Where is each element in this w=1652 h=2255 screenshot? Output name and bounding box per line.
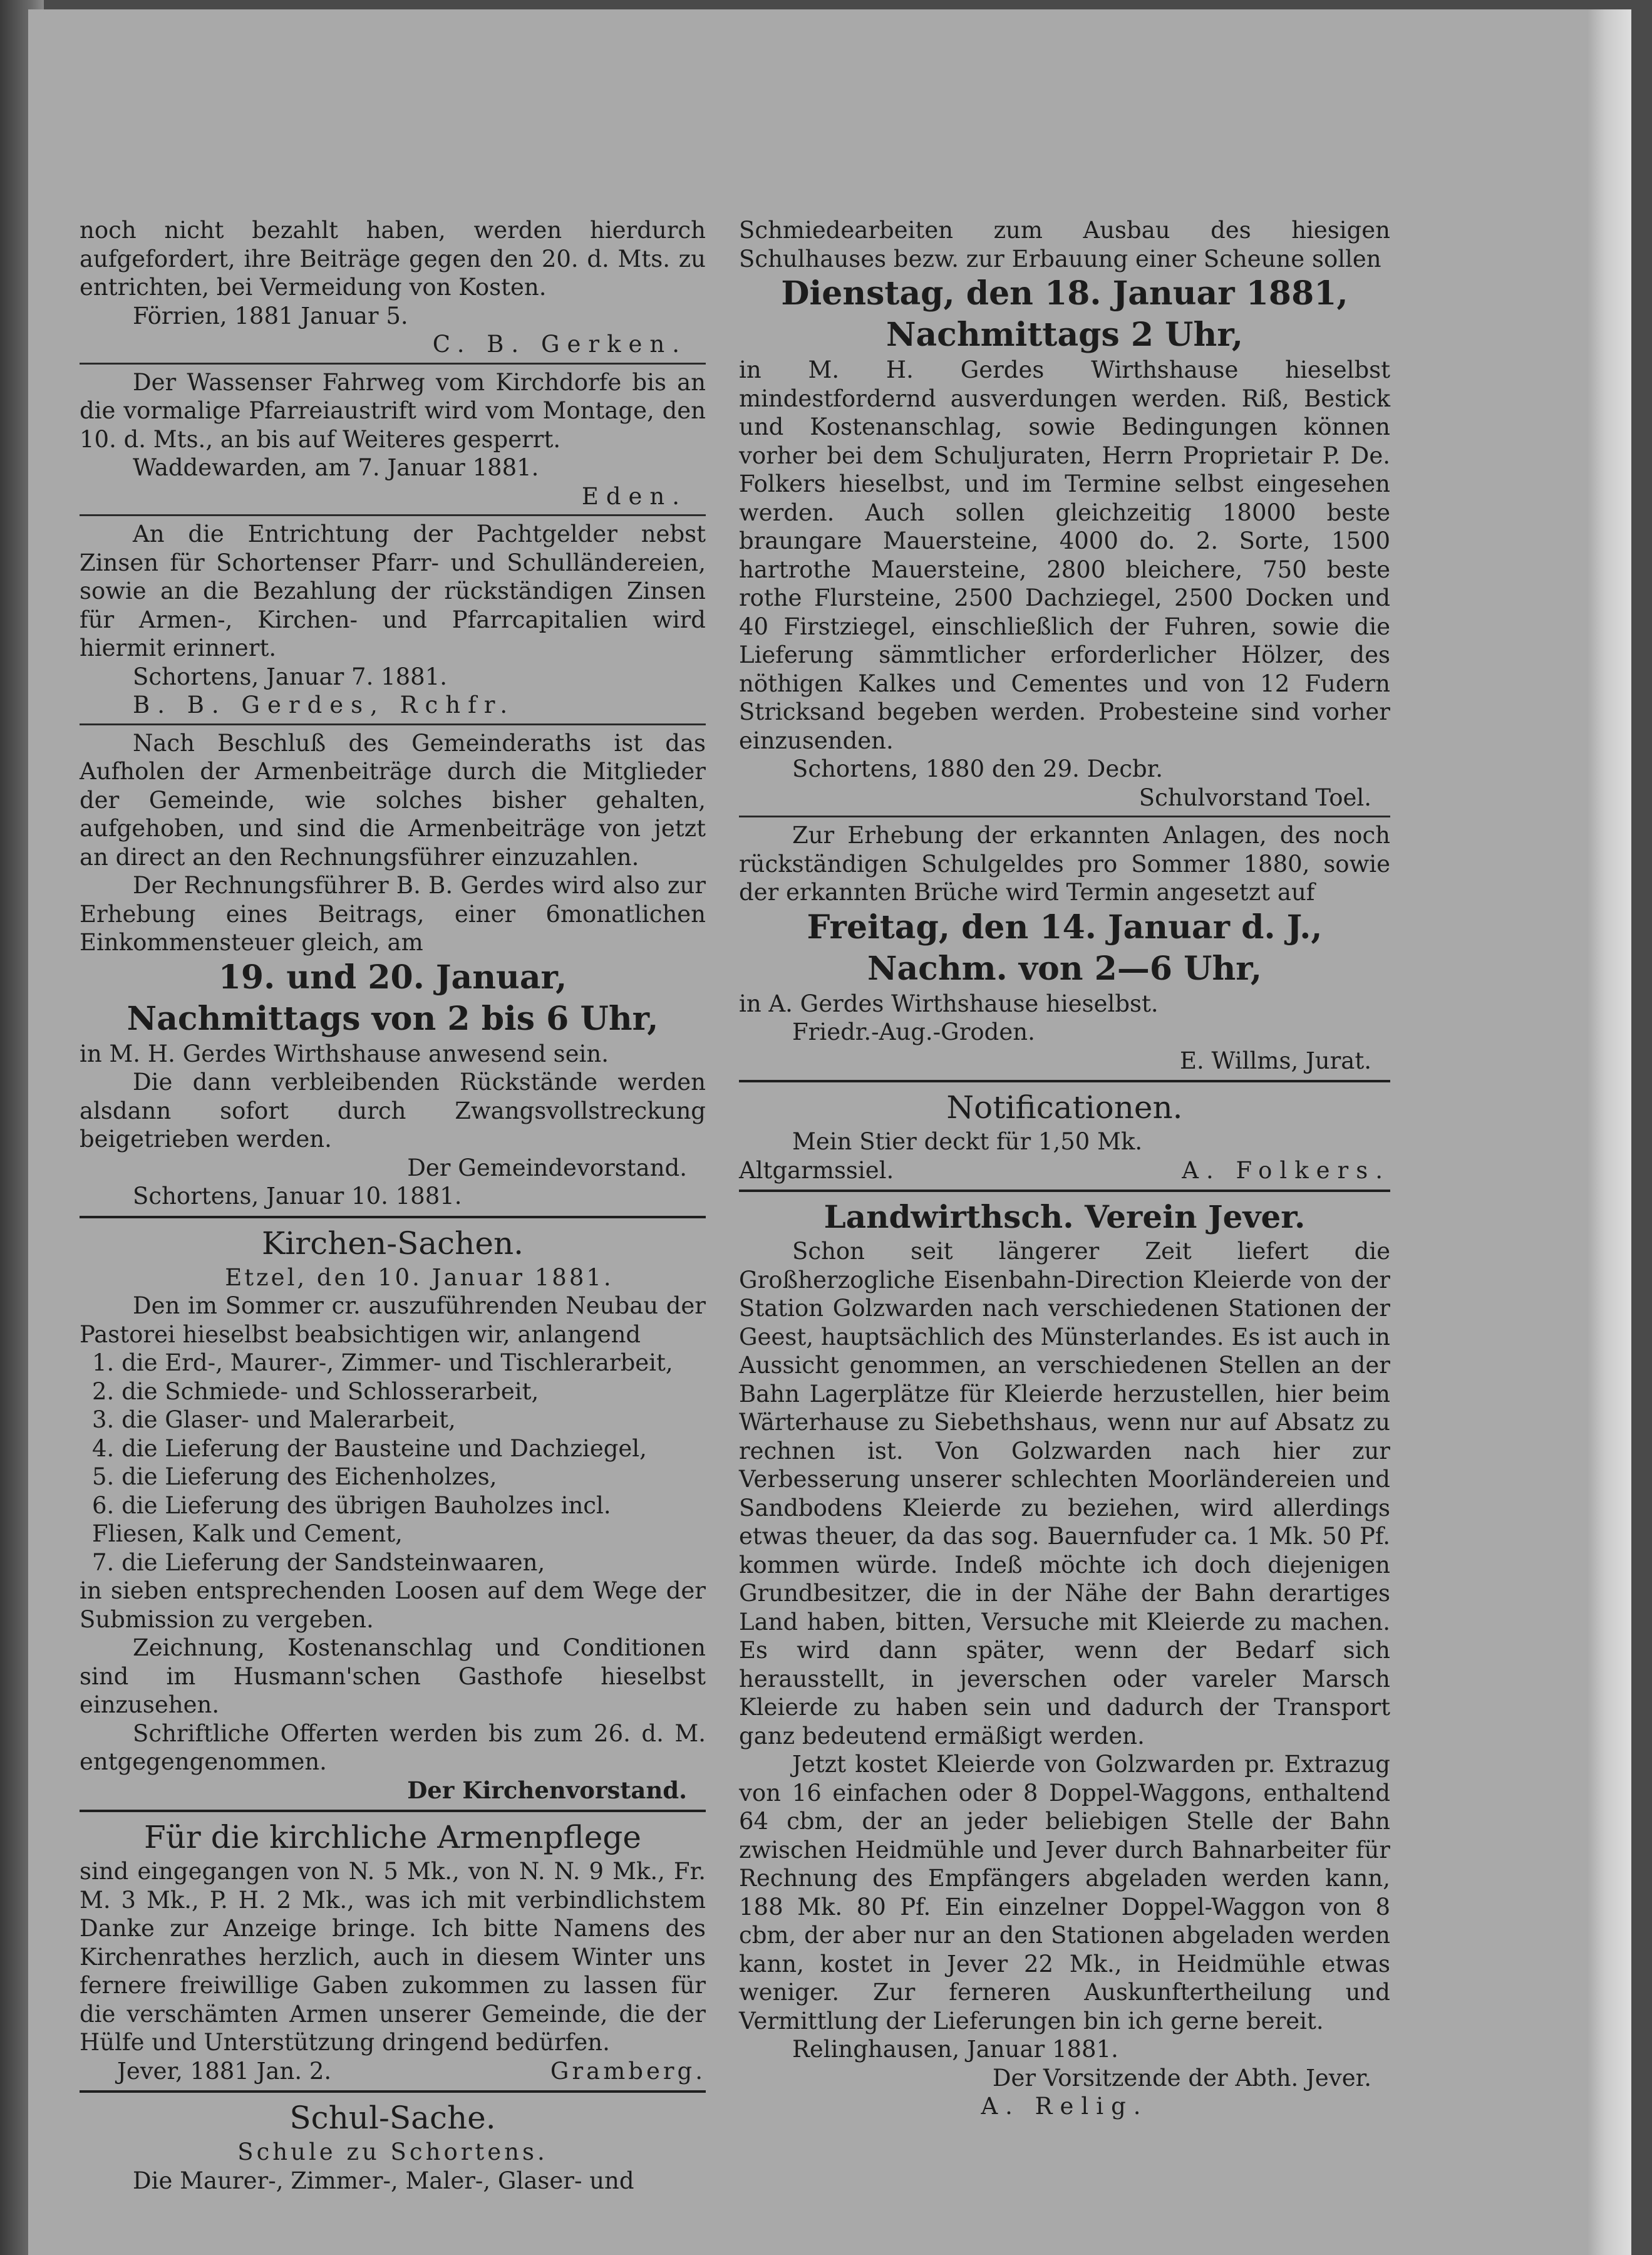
notice-signature: Der Kirchenvorstand.	[407, 1776, 687, 1804]
notice-subheading: Schule zu Schortens.	[237, 2138, 548, 2165]
divider	[80, 514, 706, 516]
notice-date-heading: Freitag, den 14. Januar d. J.,	[807, 908, 1323, 946]
page-edge	[1587, 9, 1631, 2255]
notice-text: Schmiedearbeiten zum Ausbau des hiesigen Schulhauses bezw. zur Erbauung einer Scheune sollen	[739, 217, 1390, 272]
divider	[739, 1190, 1390, 1192]
notice-place: Etzel, den 10. Januar 1881.	[225, 1263, 614, 1291]
divider	[80, 2090, 706, 2093]
notice-text: Der Rechnungsführer B. B. Gerdes wird also zur Erhebung eines Beitrags, einer 6monatlichen Einkommensteuer gleich, am	[80, 872, 706, 956]
notice-place: Relinghausen, Januar 1881.	[792, 2036, 1118, 2063]
notice-text: Die Maurer-, Zimmer-, Maler-, Glaser- und	[133, 2167, 634, 2194]
notice-text: Jetzt kostet Kleierde von Golzwarden pr. Extrazug von 16 einfachen oder 8 Doppel-Waggons, enthaltend 64 cbm, der an jeder beliebigen Stelle der Bahn zwischen Heidmühle und Jever durch Bahnarbeiter für Rechnung des Empfängers abgeladen werden kann, 188 Mk. 80 Pf. Ein einzelner Doppel-Waggon von 8 cbm, der aber nur an den Stationen abgeladen werden kann, kostet in Jever 22 Mk., in Heidmühle etwas weniger. Zur ferneren Auskunftertheilung und Vermittlung der Lieferungen bin ich gerne bereit.	[739, 1751, 1390, 2035]
notice-signature: B. B. Gerdes, Rchfr.	[133, 692, 515, 718]
divider	[80, 1810, 706, 1812]
list-item: 7. die Lieferung der Sandsteinwaaren,	[92, 1548, 545, 1576]
list-item: 3. die Glaser- und Malerarbeit,	[92, 1406, 456, 1433]
notice-text: Der Wassenser Fahrweg vom Kirchdorfe bis an die vormalige Pfarreiaustrift wird vom Montage, den 10. d. Mts., an bis auf Weiteres gesperrt.	[80, 368, 706, 453]
notice-place: Schortens, Januar 10. 1881.	[133, 1183, 462, 1210]
notice-text: Schon seit längerer Zeit liefert die Großherzogliche Eisenbahn-Direction Kleierde von der Station Golzwarden nach verschiedenen Stationen der Geest, hauptsächlich des Münsterlandes. Es ist auch in Aussicht genommen, an verschiedenen Stellen an der Bahn Lagerplätze für Kleierde herzustellen, hier beim Wärterhause zu Siebethshaus, wenn nur auf Absatz zu rechnen ist. Von Golzwarden nach hier zur Verbesserung unserer schlechten Moorländereien und Sandbodens Kleierde zu beziehen, wird allerdings etwas theuer, da das sog. Bauernfuder ca. 1 Mk. 50 Pf. kommen würde. Indeß möchte ich doch diejenigen Grundbesitzer, die in der Nähe der Bahn derartiges Land haben, bitten, Versuche mit Kleierde zu machen. Es wird dann später, wenn der Bedarf sich herausstellt, in jeverschen oder vareler Marsch Kleierde zu haben sein und dadurch der Transport ganz bedeutend ermäßigt werden.	[739, 1238, 1390, 1750]
notice-date-heading: 19. und 20. Januar,	[218, 958, 567, 997]
notice-place: Schortens, 1880 den 29. Decbr.	[792, 755, 1164, 782]
divider	[739, 816, 1390, 817]
notice-signature: Schulvorstand Toel.	[1138, 784, 1371, 811]
place-signature-row	[739, 1156, 1390, 1185]
divider	[80, 1216, 706, 1218]
notice-text: in sieben entsprechenden Loosen auf dem Wege der Submission zu vergeben.	[80, 1577, 706, 1633]
section-heading: Für die kirchliche Armenpflege	[144, 1819, 641, 1855]
work-list	[80, 1349, 706, 1577]
right-column	[739, 216, 1390, 2121]
notice-time-heading: Nachmittags von 2 bis 6 Uhr,	[126, 999, 659, 1038]
newspaper-page	[28, 9, 1631, 2255]
notice-text: Nach Beschluß des Gemeinderaths ist das Aufholen der Armenbeiträge durch die Mitglieder der Gemeinde, wie solches bisher gehalten, aufgehoben, und sind die Armenbeiträge von jetzt an direct an den Rechnungsführer einzuzahlen.	[80, 729, 706, 871]
notice-text: in M. H. Gerdes Wirthshause hieselbst mindestfordernd ausverdungen werden. Riß, Bestick und Kostenanschlag, sowie Bedingungen können vorher bei dem Schuljuraten, Herrn Proprietair P. De. Folkers hieselbst, und im Termine selbst eingesehen werden. Auch sollen gleichzeitig 18000 beste braungare Mauersteine, 4000 do. 2. Sorte, 1500 hartrothe Mauersteine, 2800 bleichere, 750 beste rothe Flursteine, 2500 Dachziegel, 2500 Docken und 40 Firstziegel, einschließlich der Fuhren, sowie die Lieferung sämmtlicher erforderlicher Hölzer, des nöthigen Kalkes und Cementes und von 12 Fudern Stricksand begeben werden. Probesteine sind vorher einzusenden.	[739, 356, 1390, 754]
notice-place: Förrien, 1881 Januar 5.	[133, 302, 408, 329]
notice-text: Mein Stier deckt für 1,50 Mk.	[792, 1128, 1143, 1155]
notice-place: Jever, 1881 Jan. 2.	[117, 2057, 332, 2085]
notice-signature: Der Gemeindevorstand.	[407, 1154, 687, 1181]
notice-location: in A. Gerdes Wirthshause hieselbst.	[739, 990, 1159, 1017]
section-heading: Schul-Sache.	[289, 2100, 496, 2136]
notice-text: Zeichnung, Kostenanschlag und Conditionen sind im Husmann'schen Gasthofe hieselbst einzusehen.	[80, 1634, 706, 1718]
divider	[80, 363, 706, 365]
notice-place: Friedr.-Aug.-Groden.	[792, 1019, 1035, 1045]
notice-place: Schortens, Januar 7. 1881.	[133, 663, 448, 690]
notice-text: Den im Sommer cr. auszuführenden Neubau der Pastorei hieselbst beabsichtigen wir, anlangend	[80, 1292, 706, 1348]
notice-time-heading: Nachmittags 2 Uhr,	[885, 316, 1244, 354]
section-heading: Notificationen.	[946, 1089, 1183, 1126]
list-item: 2. die Schmiede- und Schlosserarbeit,	[92, 1377, 539, 1405]
section-heading: Landwirthsch. Verein Jever.	[823, 1198, 1306, 1235]
notice-place: Altgarmssiel.	[739, 1156, 894, 1184]
list-item: 6. die Lieferung des übrigen Bauholzes incl. Fliesen, Kalk und Cement,	[92, 1491, 611, 1547]
notice-text: Zur Erhebung der erkannten Anlagen, des noch rückständigen Schulgeldes pro Sommer 1880, sowie der erkannten Brüche wird Termin angesetzt auf	[739, 822, 1390, 906]
notice-signature: C. B. Gerken.	[432, 331, 687, 358]
list-item: 4. die Lieferung der Bausteine und Dachziegel,	[92, 1434, 647, 1462]
notice-place: Waddewarden, am 7. Januar 1881.	[133, 454, 539, 481]
list-item: 5. die Lieferung des Eichenholzes,	[92, 1463, 497, 1490]
section-heading: Kirchen-Sachen.	[261, 1225, 524, 1262]
notice-signature: Eden.	[581, 482, 687, 510]
notice-signature: A. Folkers.	[1182, 1156, 1390, 1184]
notice-text: Die dann verbleibenden Rückstände werden alsdann sofort durch Zwangsvollstreckung beigetrieben werden.	[80, 1069, 706, 1153]
notice-location: in M. H. Gerdes Wirthshause anwesend sein.	[80, 1040, 609, 1067]
notice-signature: A. Relig.	[981, 2093, 1149, 2120]
notice-signature: E. Willms, Jurat.	[1179, 1047, 1371, 1074]
notice-signature: Gramberg.	[550, 2057, 706, 2085]
divider	[80, 723, 706, 725]
divider	[739, 1080, 1390, 1082]
left-column	[80, 216, 706, 2195]
place-signature-row	[80, 2057, 706, 2086]
notice-text: noch nicht bezahlt haben, werden hierdurch aufgefordert, ihre Beiträge gegen den 20. d. Mts. zu entrichten, bei Vermeidung von Kosten.	[80, 217, 706, 301]
notice-text: An die Entrichtung der Pachtgelder nebst Zinsen für Schortenser Pfarr- und Schulländereien, sowie an die Bezahlung der rückständigen Zinsen für Armen-, Kirchen- und Pfarrcapitalien wird hiermit erinnert.	[80, 521, 706, 661]
notice-time-heading: Nachm. von 2—6 Uhr,	[867, 949, 1262, 988]
notice-signature: Der Vorsitzende der Abth. Jever.	[992, 2064, 1371, 2092]
list-item: 1. die Erd-, Maurer-, Zimmer- und Tischlerarbeit,	[92, 1349, 673, 1376]
notice-date-heading: Dienstag, den 18. Januar 1881,	[781, 274, 1348, 313]
notice-text: sind eingegangen von N. 5 Mk., von N. N. 9 Mk., Fr. M. 3 Mk., P. H. 2 Mk., was ich mit verbindlichstem Danke zur Anzeige bringe. Ich bitte Namens des Kirchenrathes herzlich, auch in diesem Winter uns fernere freiwillige Gaben zukommen zu lassen für die verschämten Armen unserer Gemeinde, die der Hülfe und Unterstützung dringend bedürfen.	[80, 1858, 706, 2056]
notice-text: Schriftliche Offerten werden bis zum 26. d. M. entgegengenommen.	[80, 1719, 706, 1775]
